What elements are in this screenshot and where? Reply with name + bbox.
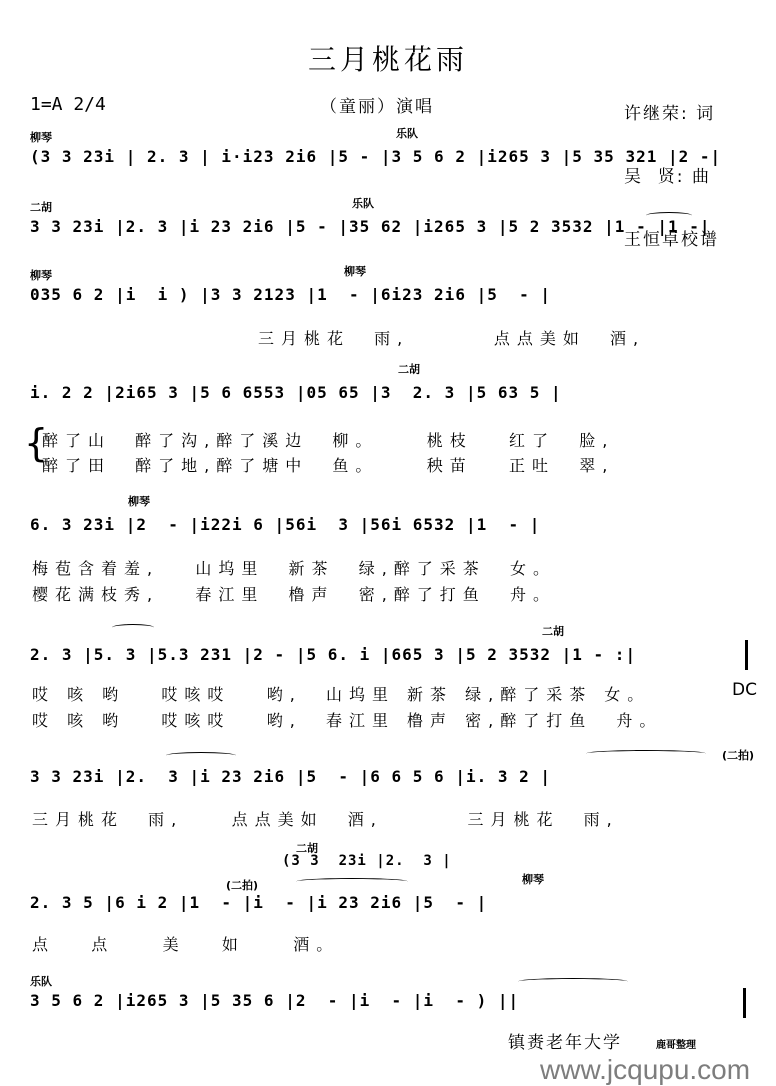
notation-line: i. 2 2 |2i65 3 |5 6 6553 |05 65 |3 2. 3 |5 63 5 | [30, 383, 562, 402]
notation-line: 035 6 2 |i i ) |3 3 2123 |1 - |6i23 2i6 |5 - | [30, 285, 552, 304]
lyric-line: 梅苞含着羞, 山坞里 新茶 绿,醉了采茶 女。 [32, 559, 556, 578]
slur-arc [296, 878, 408, 885]
transcriber-credit: 王恒卓校谱 [624, 230, 719, 250]
lyric-line: 三月桃花 雨, 点点美如 酒, [258, 329, 646, 348]
interlude-label: 二胡 [296, 842, 318, 855]
notation-line: 6. 3 23i |2 - |i22i 6 |56i 3 |56i 6532 |1 - | [30, 515, 541, 534]
repeat-barline [745, 640, 748, 670]
lyric-line: 三月桃花 雨, 点点美如 酒, 三月桃花 雨, [32, 810, 619, 829]
instrument-label: 乐队 [30, 975, 52, 988]
instrument-cue-label: 柳琴 [128, 495, 150, 508]
slur-arc [586, 750, 706, 757]
credits-block [624, 62, 719, 272]
lyric-line: 樱花满枝秀, 春江里 橹声 密,醉了打鱼 舟。 [32, 585, 556, 604]
lyric-line: 点 点 美 如 酒。 [32, 935, 340, 954]
notation-line: (3 3 23i | 2. 3 | i·i23 2i6 |5 - |3 5 6 2 |i265 3 |5 35 321 |2 -| [30, 147, 722, 166]
instrument-cue-label: 二胡 [398, 363, 420, 376]
notation-line: 2. 3 5 |6 i 2 |1 - |i - |i 23 2i6 |5 - | [30, 893, 488, 912]
instrument-label: 柳琴 [30, 269, 52, 282]
instrument-label: 二胡 [30, 201, 52, 214]
performer-credit: （童丽）演唱 [320, 97, 434, 117]
notation-line: 2. 3 |5. 3 |5.3 231 |2 - |5 6. i |665 3 |5 2 3532 |1 - :| [30, 645, 637, 664]
slur-arc [112, 624, 154, 631]
arranger-credit: 鹿哥整理 [656, 1040, 696, 1051]
lyric-line: 哎 咳 哟 哎咳哎 哟, 春江里 橹声 密,醉了打鱼 舟。 [32, 711, 663, 730]
instrument-label: 柳琴 [30, 131, 52, 144]
notation-line: 3 5 6 2 |i265 3 |5 35 6 |2 - |i - |i - ) || [30, 991, 520, 1010]
lyric-line: 醉了田 醉了地,醉了塘中 鱼。 秧苗 正吐 翠, [42, 456, 615, 475]
dc-marking: DC [732, 680, 757, 700]
fermata-two-beats-top: (二拍) [722, 749, 755, 762]
interlude-notes: (3 3 23i |2. 3 | [282, 853, 452, 869]
notation-line: 3 3 23i |2. 3 |i 23 2i6 |5 - |35 62 |i265 3 |5 2 3532 |1 - |1 -| [30, 217, 711, 236]
website-watermark: www.jcqupu.com [540, 1054, 751, 1085]
notation-line: 3 3 23i |2. 3 |i 23 2i6 |5 - |6 6 5 6 |i. 3 2 | [30, 767, 552, 786]
composer-credit: 吴 贤: 曲 [624, 167, 711, 187]
instrument-cue-label: 二胡 [542, 625, 564, 638]
fermata-two-beats-mid: (二拍) [226, 879, 259, 892]
lyricist-credit: 许继荣: 词 [624, 104, 716, 124]
song-title: 三月桃花雨 [307, 43, 468, 76]
instrument-cue-label: 乐队 [352, 197, 374, 210]
lyric-line: 哎 咳 哟 哎咳哎 哟, 山坞里 新茶 绿,醉了采茶 女。 [32, 685, 651, 704]
final-barline [743, 988, 746, 1018]
instrument-cue-label: 乐队 [396, 127, 418, 140]
verse-brace: { [24, 421, 49, 465]
instrument-cue-label: 柳琴 [344, 265, 366, 278]
lyric-line: 醉了山 醉了沟,醉了溪边 柳。 桃枝 红了 脸, [42, 431, 615, 450]
slur-arc [166, 752, 236, 759]
school-credit: 镇赉老年大学 [508, 1033, 622, 1053]
slur-arc [518, 978, 628, 985]
slur-arc [646, 212, 692, 219]
instrument-cue-label: 柳琴 [522, 873, 544, 886]
key-signature: 1=A 2/4 [30, 94, 106, 115]
